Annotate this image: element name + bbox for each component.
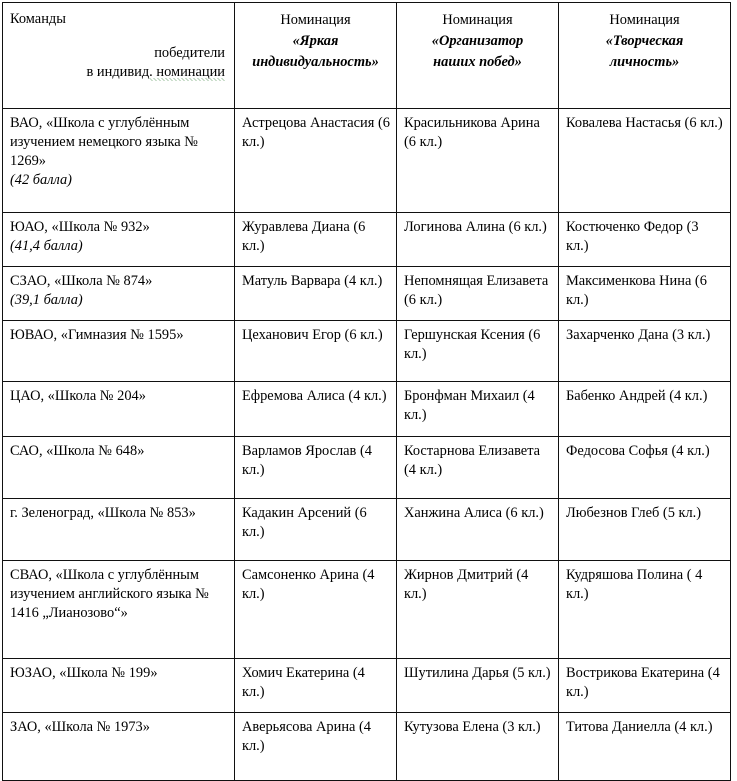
cell-nomination-1-winner bbox=[235, 267, 397, 321]
header-individual-nomination-label-spellchecked: . номинации bbox=[149, 64, 225, 81]
cell-nomination-2-winner bbox=[397, 437, 559, 499]
winner-name: Матуль Варвара (4 кл.) bbox=[242, 273, 383, 289]
winner-name: Максименкова Нина (6 кл.) bbox=[566, 273, 707, 309]
cell-team bbox=[3, 561, 235, 659]
header-nomination-2-content bbox=[397, 3, 558, 108]
cell-nomination-3-winner bbox=[559, 267, 731, 321]
cell-nomination-1-winner bbox=[235, 659, 397, 713]
winner-name: Ханжина Алиса (6 кл.) bbox=[404, 505, 544, 521]
cell-nomination-2-winner bbox=[397, 659, 559, 713]
cell-nomination-3-winner bbox=[559, 382, 731, 437]
header-nomination-title-2-line2: наших побед» bbox=[433, 53, 522, 70]
header-nomination-word-2: Номинация bbox=[442, 12, 513, 28]
table-body bbox=[3, 3, 731, 781]
cell-nomination-1-winner bbox=[235, 437, 397, 499]
winner-name: Цеханович Егор (6 кл.) bbox=[242, 327, 383, 343]
cell-nomination-2-winner bbox=[397, 109, 559, 213]
winners-table bbox=[2, 2, 731, 781]
cell-team bbox=[3, 382, 235, 437]
cell-nomination-3-winner bbox=[559, 213, 731, 267]
cell-nomination-2-winner bbox=[397, 561, 559, 659]
winner-name: Кутузова Елена (3 кл.) bbox=[404, 719, 541, 735]
winner-name: Костарнова Елизавета (4 кл.) bbox=[404, 443, 541, 479]
winner-name: Аверьясова Арина (4 кл.) bbox=[242, 719, 372, 755]
winner-name: Федосова Софья (4 кл.) bbox=[566, 443, 710, 459]
cell-nomination-1-winner bbox=[235, 382, 397, 437]
cell-nomination-3-winner bbox=[559, 561, 731, 659]
header-nomination-title-2-line1: «Организатор bbox=[431, 32, 524, 49]
header-nomination-title-1-line1: «Яркая bbox=[292, 32, 339, 49]
winner-name: Журавлева Диана (6 кл.) bbox=[242, 219, 366, 255]
cell-nomination-3-winner bbox=[559, 109, 731, 213]
header-cell-nomination-3 bbox=[559, 3, 731, 109]
winner-name: Ефремова Алиса (4 кл.) bbox=[242, 388, 387, 404]
cell-nomination-2-winner bbox=[397, 213, 559, 267]
cell-nomination-2-winner bbox=[397, 382, 559, 437]
cell-nomination-1-winner bbox=[235, 561, 397, 659]
winner-name: Любезнов Глеб (5 кл.) bbox=[566, 505, 702, 521]
table-row bbox=[3, 561, 731, 659]
cell-nomination-2-winner bbox=[397, 713, 559, 781]
winner-name: Логинова Алина (6 кл.) bbox=[404, 219, 547, 235]
cell-team bbox=[3, 213, 235, 267]
cell-nomination-2-winner bbox=[397, 267, 559, 321]
winner-name: Кадакин Арсений (6 кл.) bbox=[242, 505, 367, 541]
cell-team bbox=[3, 109, 235, 213]
winner-name: Титова Даниелла (4 кл.) bbox=[566, 719, 713, 735]
winner-name: Кудряшова Полина ( 4 кл.) bbox=[566, 567, 703, 603]
header-cell-nomination-1 bbox=[235, 3, 397, 109]
header-nomination-title-3-line2: личность» bbox=[609, 53, 680, 70]
cell-nomination-1-winner bbox=[235, 499, 397, 561]
winner-name: Ковалева Настасья (6 кл.) bbox=[566, 115, 723, 131]
header-teams-label: Команды bbox=[10, 11, 66, 27]
team-name: СЗАО, «Школа № 874» bbox=[10, 273, 153, 289]
header-teams-sub bbox=[10, 44, 226, 83]
cell-team bbox=[3, 499, 235, 561]
winner-name: Шутилина Дарья (5 кл.) bbox=[404, 665, 551, 681]
winner-name: Непомнящая Елизавета (6 кл.) bbox=[404, 273, 549, 309]
team-score: (39,1 балла) bbox=[10, 292, 83, 309]
header-cell-teams bbox=[3, 3, 235, 109]
winner-name: Бронфман Михаил (4 кл.) bbox=[404, 388, 535, 424]
team-name: ЦАО, «Школа № 204» bbox=[10, 388, 146, 404]
winner-name: Самсоненко Арина (4 кл.) bbox=[242, 567, 375, 603]
cell-nomination-3-winner bbox=[559, 713, 731, 781]
header-winners-label: победители bbox=[154, 44, 225, 61]
team-score: (42 балла) bbox=[10, 172, 72, 189]
table-row bbox=[3, 109, 731, 213]
table-row bbox=[3, 437, 731, 499]
header-nomination-word-3: Номинация bbox=[609, 12, 680, 28]
cell-team bbox=[3, 437, 235, 499]
cell-nomination-1-winner bbox=[235, 213, 397, 267]
cell-nomination-1-winner bbox=[235, 321, 397, 382]
winner-name: Астрецова Анастасия (6 кл.) bbox=[242, 115, 390, 151]
header-nomination-title-3-line1: «Творческая bbox=[605, 32, 684, 49]
team-name: ЮАО, «Школа № 932» bbox=[10, 219, 150, 235]
winner-name: Гершунская Ксения (6 кл.) bbox=[404, 327, 541, 363]
cell-nomination-3-winner bbox=[559, 499, 731, 561]
header-nomination-3-content bbox=[559, 3, 730, 108]
table-row bbox=[3, 321, 731, 382]
cell-nomination-1-winner bbox=[235, 109, 397, 213]
cell-team bbox=[3, 659, 235, 713]
winner-name: Захарченко Дана (3 кл.) bbox=[566, 327, 711, 343]
cell-nomination-3-winner bbox=[559, 437, 731, 499]
winner-name: Варламов Ярослав (4 кл.) bbox=[242, 443, 372, 479]
team-name: ЮВАО, «Гимназия № 1595» bbox=[10, 327, 184, 343]
header-cell-nomination-2 bbox=[397, 3, 559, 109]
table-row bbox=[3, 499, 731, 561]
cell-team bbox=[3, 321, 235, 382]
header-teams-content bbox=[3, 3, 234, 108]
team-name: г. Зеленоград, «Школа № 853» bbox=[10, 505, 196, 521]
table-row bbox=[3, 659, 731, 713]
winner-name: Жирнов Дмитрий (4 кл.) bbox=[404, 567, 529, 603]
team-name: САО, «Школа № 648» bbox=[10, 443, 145, 459]
team-score: (41,4 балла) bbox=[10, 238, 83, 255]
table-row bbox=[3, 382, 731, 437]
table-row bbox=[3, 713, 731, 781]
cell-nomination-3-winner bbox=[559, 659, 731, 713]
winner-name: Бабенко Андрей (4 кл.) bbox=[566, 388, 708, 404]
winner-name: Костюченко Федор (3 кл.) bbox=[566, 219, 699, 255]
cell-nomination-2-winner bbox=[397, 321, 559, 382]
header-nomination-word-1: Номинация bbox=[280, 12, 351, 28]
table-header-row bbox=[3, 3, 731, 109]
header-individual-nomination-label-plain: в индивид bbox=[86, 64, 150, 81]
team-name: ВАО, «Школа с углублённым изучением немецкого языка № 1269» bbox=[10, 115, 198, 170]
cell-nomination-1-winner bbox=[235, 713, 397, 781]
table-row bbox=[3, 267, 731, 321]
team-name: ЮЗАО, «Школа № 199» bbox=[10, 665, 158, 681]
cell-nomination-2-winner bbox=[397, 499, 559, 561]
winner-name: Вострикова Екатерина (4 кл.) bbox=[566, 665, 720, 701]
cell-team bbox=[3, 713, 235, 781]
cell-nomination-3-winner bbox=[559, 321, 731, 382]
table-row bbox=[3, 213, 731, 267]
header-nomination-1-content bbox=[235, 3, 396, 108]
cell-team bbox=[3, 267, 235, 321]
team-name: ЗАО, «Школа № 1973» bbox=[10, 719, 150, 735]
team-name: СВАО, «Школа с углублённым изучением английского языка № 1416 „Лианозово“» bbox=[10, 567, 209, 622]
header-nomination-title-1-line2: индивидуальность» bbox=[252, 53, 379, 70]
winner-name: Красильникова Арина (6 кл.) bbox=[404, 115, 540, 151]
winner-name: Хомич Екатерина (4 кл.) bbox=[242, 665, 365, 701]
